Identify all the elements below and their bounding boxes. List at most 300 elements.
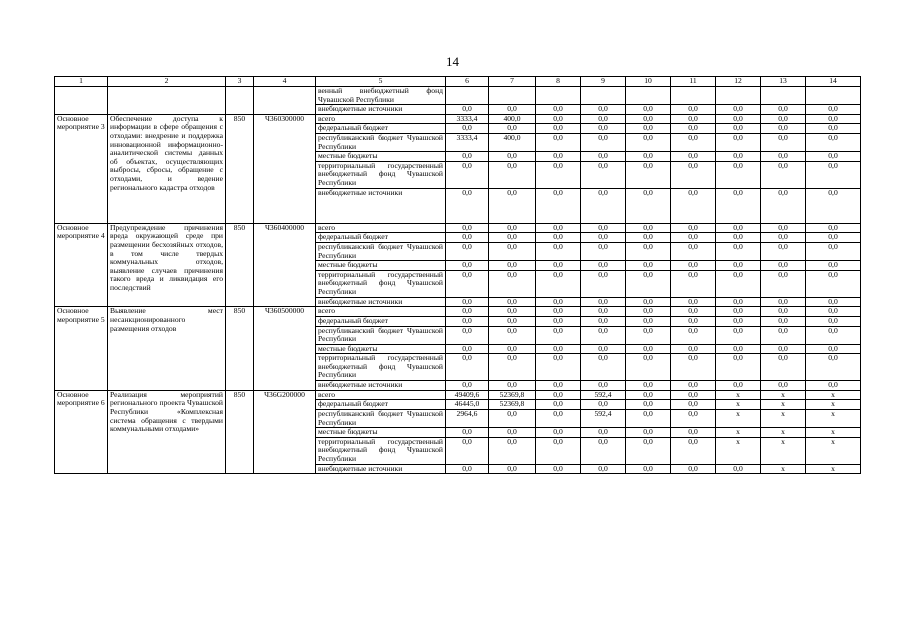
amount-cell: 0,0 (446, 105, 489, 115)
amount-cell: x (716, 437, 761, 464)
amount-cell: 0,0 (446, 242, 489, 260)
amount-cell: 0,0 (716, 464, 761, 474)
amount-cell: 0,0 (671, 270, 716, 297)
amount-cell: 0,0 (489, 270, 536, 297)
table-row (55, 390, 861, 400)
amount-cell: 0,0 (626, 161, 671, 188)
column-header: 13 (761, 77, 806, 87)
amount-cell: 0,0 (581, 354, 626, 381)
amount-cell: 0,0 (806, 307, 861, 317)
amount-cell: 0,0 (671, 390, 716, 400)
amount-cell: x (806, 428, 861, 438)
amount-cell: 0,0 (761, 297, 806, 307)
amount-cell: 0,0 (489, 354, 536, 381)
funding-source: федеральный бюджет (316, 400, 446, 410)
amount-cell: 0,0 (581, 307, 626, 317)
amount-cell: 0,0 (716, 381, 761, 391)
amount-cell: 2964,6 (446, 410, 489, 428)
amount-cell: 0,0 (761, 223, 806, 233)
amount-cell: 0,0 (446, 344, 489, 354)
amount-cell: 0,0 (581, 114, 626, 124)
funding-source: всего (316, 307, 446, 317)
amount-cell: x (761, 390, 806, 400)
amount-cell: 0,0 (716, 344, 761, 354)
amount-cell: 0,0 (489, 233, 536, 243)
amount-cell: 0,0 (446, 261, 489, 271)
funding-source: всего (316, 390, 446, 400)
amount-cell: 0,0 (806, 344, 861, 354)
amount-cell: 0,0 (489, 105, 536, 115)
amount-cell: 0,0 (489, 344, 536, 354)
amount-cell: 0,0 (806, 316, 861, 326)
column-header: 9 (581, 77, 626, 87)
amount-cell: 0,0 (536, 242, 581, 260)
funding-source: федеральный бюджет (316, 233, 446, 243)
amount-cell: x (716, 428, 761, 438)
amount-cell: 0,0 (626, 354, 671, 381)
amount-cell: 0,0 (761, 326, 806, 344)
amount-cell: 0,0 (489, 161, 536, 188)
amount-cell: 0,0 (626, 437, 671, 464)
amount-cell: 0,0 (536, 297, 581, 307)
amount-cell: 0,0 (671, 307, 716, 317)
amount-cell: 0,0 (446, 326, 489, 344)
amount-cell: 0,0 (716, 354, 761, 381)
amount-cell: 0,0 (671, 400, 716, 410)
amount-cell: 0,0 (806, 242, 861, 260)
amount-cell: 0,0 (536, 223, 581, 233)
amount-cell: 0,0 (806, 161, 861, 188)
funding-source: местные бюджеты (316, 428, 446, 438)
amount-cell: 0,0 (536, 428, 581, 438)
amount-cell: 0,0 (716, 297, 761, 307)
page-number: 14 (446, 54, 459, 69)
table-row (55, 114, 861, 124)
amount-cell: 0,0 (626, 152, 671, 162)
amount-cell: 0,0 (761, 307, 806, 317)
amount-cell: 0,0 (671, 354, 716, 381)
amount-cell: 0,0 (489, 223, 536, 233)
amount-cell: 0,0 (581, 464, 626, 474)
amount-cell: x (716, 390, 761, 400)
budget-classification-code: Ч360300000 (254, 114, 316, 223)
amount-cell (581, 87, 626, 105)
amount-cell: 0,0 (671, 133, 716, 151)
measure-name: Обеспечение доступа к информации в сфере обращения с отходами: внедрение и поддержка инновационной информационно-аналитической системы данных об объектах, осуществляющих выбросы, сбросы, обращение с отходами, и ведение регионального кадастра отходов (108, 114, 226, 223)
amount-cell: 0,0 (581, 261, 626, 271)
amount-cell: 0,0 (671, 152, 716, 162)
grbs-code: 850 (226, 114, 254, 223)
amount-cell: x (716, 400, 761, 410)
amount-cell: 0,0 (761, 161, 806, 188)
amount-cell: 0,0 (536, 390, 581, 400)
amount-cell: 0,0 (761, 124, 806, 134)
amount-cell: x (761, 400, 806, 410)
amount-cell: 0,0 (761, 133, 806, 151)
amount-cell: 0,0 (761, 316, 806, 326)
funding-source: всего (316, 114, 446, 124)
funding-source: федеральный бюджет (316, 124, 446, 134)
amount-cell: 0,0 (806, 261, 861, 271)
amount-cell: 3333,4 (446, 133, 489, 151)
amount-cell: 0,0 (536, 354, 581, 381)
amount-cell: 0,0 (626, 428, 671, 438)
amount-cell: 0,0 (671, 188, 716, 223)
amount-cell: 0,0 (626, 316, 671, 326)
amount-cell: 0,0 (489, 307, 536, 317)
amount-cell: 0,0 (716, 223, 761, 233)
amount-cell: 0,0 (626, 344, 671, 354)
column-header: 3 (226, 77, 254, 87)
funding-source: внебюджетные источники (316, 297, 446, 307)
funding-source: территориальный государственный внебюджетный фонд Чувашской Республики (316, 354, 446, 381)
amount-cell: 0,0 (536, 326, 581, 344)
amount-cell: 0,0 (626, 105, 671, 115)
amount-cell: 0,0 (446, 188, 489, 223)
funding-source: внебюджетные источники (316, 105, 446, 115)
funding-source: территориальный государственный внебюджетный фонд Чувашской Республики (316, 161, 446, 188)
measure-name: Предупреждение причинения вреда окружающей среде при размещении бесхозяйных отходов, в том числе твердых коммунальных отходов, выявление случаев причинения такого вреда и ликвидация его последствий (108, 223, 226, 307)
amount-cell: 0,0 (716, 233, 761, 243)
amount-cell: 0,0 (716, 105, 761, 115)
amount-cell: 0,0 (446, 437, 489, 464)
amount-cell: 0,0 (761, 114, 806, 124)
amount-cell: 0,0 (716, 261, 761, 271)
amount-cell: 0,0 (446, 428, 489, 438)
amount-cell: x (806, 410, 861, 428)
amount-cell: 0,0 (761, 261, 806, 271)
amount-cell: 0,0 (626, 390, 671, 400)
amount-cell: 0,0 (581, 270, 626, 297)
amount-cell (671, 87, 716, 105)
amount-cell: 0,0 (716, 188, 761, 223)
measure-status: Основное мероприятие 3 (55, 114, 108, 223)
amount-cell: 0,0 (489, 316, 536, 326)
amount-cell: 3333,4 (446, 114, 489, 124)
amount-cell: 0,0 (671, 124, 716, 134)
funding-source: местные бюджеты (316, 152, 446, 162)
amount-cell: 0,0 (536, 381, 581, 391)
amount-cell: 0,0 (489, 188, 536, 223)
table-body (55, 77, 861, 474)
amount-cell: 0,0 (626, 270, 671, 297)
table-row (55, 223, 861, 233)
amount-cell: 0,0 (489, 124, 536, 134)
amount-cell: 0,0 (716, 114, 761, 124)
amount-cell: 0,0 (581, 437, 626, 464)
amount-cell: 0,0 (581, 223, 626, 233)
amount-cell: 0,0 (626, 400, 671, 410)
amount-cell: 400,0 (489, 133, 536, 151)
name-cell (108, 87, 226, 115)
measure-status: Основное мероприятие 5 (55, 307, 108, 391)
amount-cell: 0,0 (489, 152, 536, 162)
budget-classification-code: Ч360400000 (254, 223, 316, 307)
amount-cell: 49409,6 (446, 390, 489, 400)
amount-cell: 0,0 (671, 233, 716, 243)
amount-cell: 0,0 (446, 316, 489, 326)
amount-cell: 0,0 (489, 242, 536, 260)
funding-source: местные бюджеты (316, 344, 446, 354)
amount-cell: 0,0 (536, 105, 581, 115)
header-row (55, 77, 861, 87)
amount-cell: 0,0 (581, 316, 626, 326)
column-header: 7 (489, 77, 536, 87)
amount-cell: 0,0 (626, 242, 671, 260)
amount-cell: 0,0 (626, 326, 671, 344)
column-header: 1 (55, 77, 108, 87)
amount-cell: 0,0 (626, 381, 671, 391)
amount-cell: 0,0 (671, 464, 716, 474)
amount-cell: 0,0 (581, 133, 626, 151)
column-header: 10 (626, 77, 671, 87)
amount-cell: 0,0 (581, 161, 626, 188)
measure-status: Основное мероприятие 4 (55, 223, 108, 307)
amount-cell: 0,0 (626, 124, 671, 134)
funding-source: местные бюджеты (316, 261, 446, 271)
amount-cell: 0,0 (489, 428, 536, 438)
amount-cell: x (806, 390, 861, 400)
amount-cell: 0,0 (626, 233, 671, 243)
column-header: 2 (108, 77, 226, 87)
amount-cell: 0,0 (671, 428, 716, 438)
funding-source: республиканский бюджет Чувашской Республики (316, 410, 446, 428)
funding-source: республиканский бюджет Чувашской Республики (316, 133, 446, 151)
amount-cell: 0,0 (806, 223, 861, 233)
amount-cell: 0,0 (536, 270, 581, 297)
measure-name: Реализация мероприятий регионального проекта Чувашской Республики «Комплексная система обращения с твердыми коммунальными отходами» (108, 390, 226, 474)
amount-cell: 0,0 (489, 437, 536, 464)
code-cell (254, 87, 316, 115)
measure-name: Выявление мест несанкционированного размещения отходов (108, 307, 226, 391)
amount-cell: 0,0 (716, 270, 761, 297)
amount-cell: 0,0 (806, 124, 861, 134)
amount-cell: 0,0 (716, 316, 761, 326)
funding-source: федеральный бюджет (316, 316, 446, 326)
column-header: 11 (671, 77, 716, 87)
amount-cell: 0,0 (806, 326, 861, 344)
column-header: 14 (806, 77, 861, 87)
grbs-code: 850 (226, 307, 254, 391)
funding-source: всего (316, 223, 446, 233)
amount-cell: 0,0 (581, 344, 626, 354)
amount-cell: 0,0 (761, 152, 806, 162)
amount-cell: 0,0 (761, 344, 806, 354)
amount-cell: 0,0 (806, 297, 861, 307)
amount-cell: x (761, 464, 806, 474)
amount-cell: x (761, 437, 806, 464)
amount-cell: 0,0 (446, 354, 489, 381)
amount-cell: 0,0 (671, 242, 716, 260)
amount-cell: 0,0 (626, 464, 671, 474)
amount-cell: 0,0 (536, 464, 581, 474)
funding-source: внебюджетные источники (316, 381, 446, 391)
amount-cell: 0,0 (536, 307, 581, 317)
funding-source: венный внебюджетный фонд Чувашской Республики (316, 87, 446, 105)
amount-cell: 0,0 (446, 270, 489, 297)
budget-classification-code: Ч360500000 (254, 307, 316, 391)
status-cell (55, 87, 108, 115)
amount-cell: 0,0 (581, 326, 626, 344)
amount-cell: 0,0 (761, 105, 806, 115)
amount-cell: 0,0 (626, 114, 671, 124)
amount-cell: 0,0 (581, 242, 626, 260)
amount-cell: 0,0 (671, 381, 716, 391)
amount-cell (489, 87, 536, 105)
amount-cell: 0,0 (671, 223, 716, 233)
amount-cell: 0,0 (806, 270, 861, 297)
column-header: 8 (536, 77, 581, 87)
amount-cell: x (806, 400, 861, 410)
amount-cell: 0,0 (671, 114, 716, 124)
amount-cell: 0,0 (536, 152, 581, 162)
amount-cell: 0,0 (716, 242, 761, 260)
amount-cell: 0,0 (716, 326, 761, 344)
funding-source: внебюджетные источники (316, 188, 446, 223)
amount-cell: 0,0 (581, 233, 626, 243)
amount-cell: 0,0 (581, 400, 626, 410)
amount-cell: 52369,8 (489, 390, 536, 400)
amount-cell: 0,0 (761, 242, 806, 260)
amount-cell: 0,0 (536, 316, 581, 326)
amount-cell: 0,0 (761, 381, 806, 391)
amount-cell: x (761, 410, 806, 428)
amount-cell: 52369,8 (489, 400, 536, 410)
amount-cell: 0,0 (581, 297, 626, 307)
amount-cell: x (761, 428, 806, 438)
amount-cell: 0,0 (536, 233, 581, 243)
amount-cell: 0,0 (536, 114, 581, 124)
amount-cell: 0,0 (671, 261, 716, 271)
amount-cell: 0,0 (489, 261, 536, 271)
amount-cell: 0,0 (446, 233, 489, 243)
amount-cell: 0,0 (489, 410, 536, 428)
amount-cell: 0,0 (716, 307, 761, 317)
amount-cell: 0,0 (806, 188, 861, 223)
funding-source: территориальный государственный внебюджетный фонд Чувашской Республики (316, 270, 446, 297)
amount-cell: 0,0 (536, 437, 581, 464)
amount-cell: 0,0 (446, 307, 489, 317)
amount-cell: 0,0 (626, 133, 671, 151)
amount-cell: 0,0 (761, 233, 806, 243)
amount-cell: 0,0 (806, 233, 861, 243)
funding-source: внебюджетные источники (316, 464, 446, 474)
amount-cell: 0,0 (446, 152, 489, 162)
amount-cell: 0,0 (489, 381, 536, 391)
amount-cell: 0,0 (581, 124, 626, 134)
amount-cell: 0,0 (581, 381, 626, 391)
amount-cell (626, 87, 671, 105)
grbs-code: 850 (226, 223, 254, 307)
amount-cell: 0,0 (581, 105, 626, 115)
amount-cell: 0,0 (446, 297, 489, 307)
amount-cell: 0,0 (536, 124, 581, 134)
amount-cell: 0,0 (626, 223, 671, 233)
amount-cell: 0,0 (446, 161, 489, 188)
amount-cell (716, 87, 761, 105)
amount-cell: 0,0 (626, 261, 671, 271)
funding-source: республиканский бюджет Чувашской Республики (316, 326, 446, 344)
amount-cell: 0,0 (806, 152, 861, 162)
amount-cell (536, 87, 581, 105)
amount-cell: 0,0 (446, 223, 489, 233)
amount-cell: 0,0 (671, 297, 716, 307)
grbs-cell (226, 87, 254, 115)
amount-cell: 0,0 (761, 188, 806, 223)
amount-cell: 0,0 (671, 344, 716, 354)
amount-cell: 0,0 (536, 400, 581, 410)
amount-cell: 0,0 (671, 410, 716, 428)
column-header: 12 (716, 77, 761, 87)
amount-cell: 0,0 (536, 161, 581, 188)
amount-cell: x (806, 437, 861, 464)
amount-cell: 0,0 (806, 381, 861, 391)
amount-cell: 0,0 (806, 105, 861, 115)
amount-cell: 592,4 (581, 410, 626, 428)
amount-cell: 0,0 (446, 464, 489, 474)
grbs-code: 850 (226, 390, 254, 474)
amount-cell: 0,0 (716, 124, 761, 134)
amount-cell: 0,0 (716, 161, 761, 188)
amount-cell: 0,0 (581, 152, 626, 162)
amount-cell (806, 87, 861, 105)
amount-cell: 0,0 (489, 297, 536, 307)
amount-cell: 0,0 (671, 326, 716, 344)
amount-cell: 0,0 (761, 270, 806, 297)
budget-table (54, 76, 861, 474)
amount-cell: 0,0 (446, 381, 489, 391)
amount-cell: 400,0 (489, 114, 536, 124)
amount-cell: x (716, 410, 761, 428)
amount-cell: 0,0 (536, 261, 581, 271)
column-header: 5 (316, 77, 446, 87)
amount-cell: 0,0 (536, 188, 581, 223)
funding-source: территориальный государственный внебюджетный фонд Чувашской Республики (316, 437, 446, 464)
table-row (55, 87, 861, 105)
amount-cell: 0,0 (626, 410, 671, 428)
amount-cell: 0,0 (806, 354, 861, 381)
amount-cell: 0,0 (626, 188, 671, 223)
amount-cell: 0,0 (761, 354, 806, 381)
amount-cell: 0,0 (581, 428, 626, 438)
amount-cell: 0,0 (806, 114, 861, 124)
amount-cell: 0,0 (446, 124, 489, 134)
budget-classification-code: Ч36G200000 (254, 390, 316, 474)
amount-cell: 0,0 (489, 464, 536, 474)
amount-cell: 0,0 (536, 344, 581, 354)
column-header: 6 (446, 77, 489, 87)
amount-cell: x (806, 464, 861, 474)
amount-cell: 0,0 (806, 133, 861, 151)
amount-cell (761, 87, 806, 105)
amount-cell: 0,0 (671, 316, 716, 326)
amount-cell: 592,4 (581, 390, 626, 400)
amount-cell: 0,0 (671, 105, 716, 115)
amount-cell: 0,0 (626, 297, 671, 307)
amount-cell: 0,0 (716, 133, 761, 151)
column-header: 4 (254, 77, 316, 87)
measure-status: Основное мероприятие 6 (55, 390, 108, 474)
amount-cell: 0,0 (626, 307, 671, 317)
amount-cell: 0,0 (716, 152, 761, 162)
amount-cell: 0,0 (536, 133, 581, 151)
amount-cell: 46445,0 (446, 400, 489, 410)
amount-cell: 0,0 (671, 437, 716, 464)
amount-cell: 0,0 (536, 410, 581, 428)
amount-cell: 0,0 (489, 326, 536, 344)
amount-cell: 0,0 (671, 161, 716, 188)
table-row (55, 307, 861, 317)
